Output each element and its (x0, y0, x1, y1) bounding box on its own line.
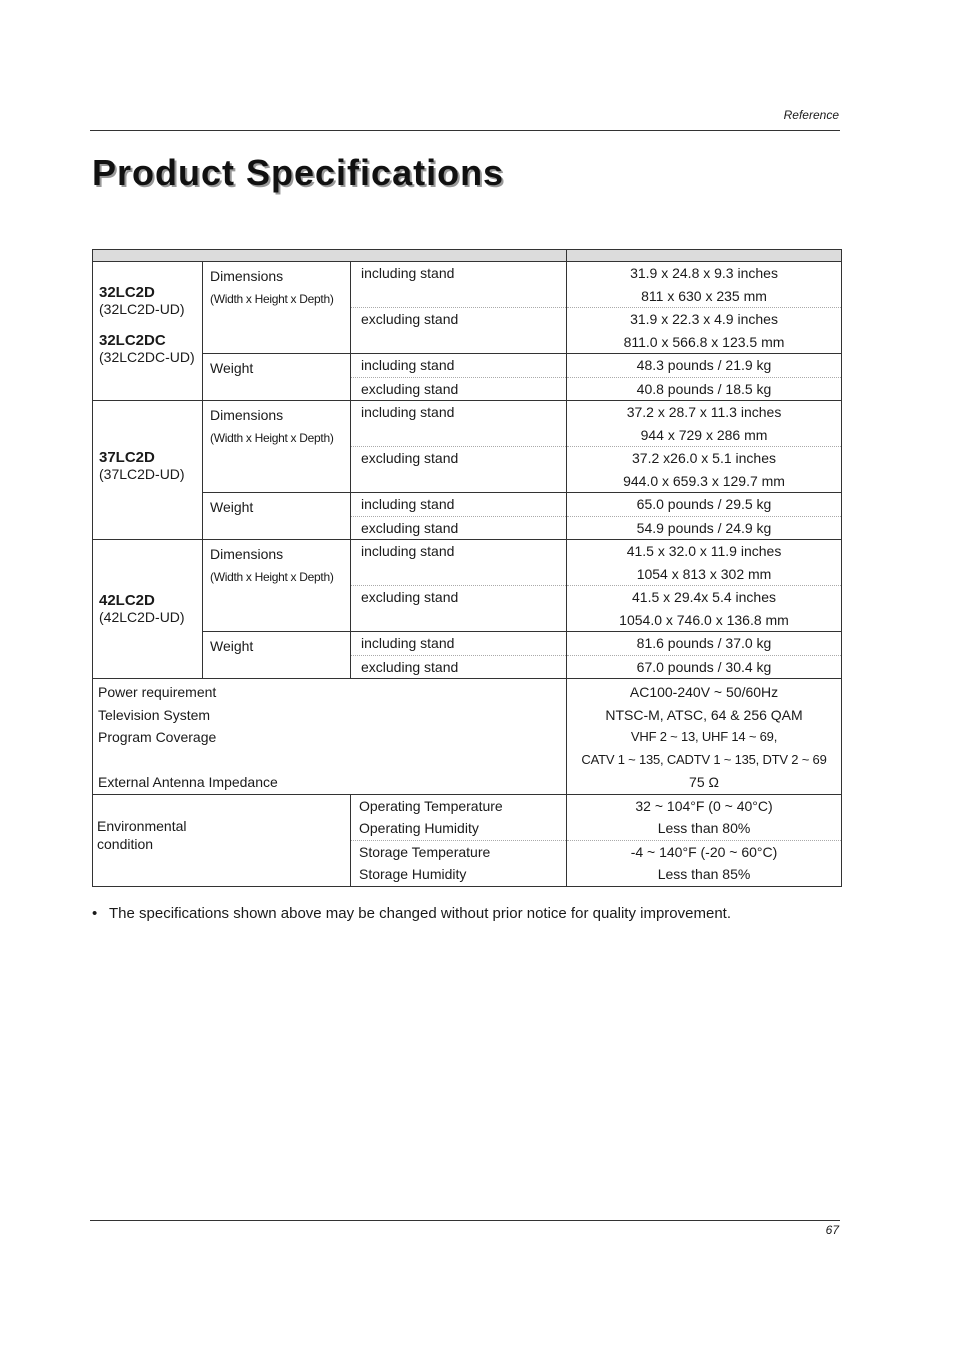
model-cell (93, 401, 203, 540)
table-row (93, 354, 842, 401)
footnote-text: The specifications shown above may be changed without prior notice for quality improvement. (109, 905, 731, 922)
model-name: 32LC2DC (99, 332, 166, 349)
condition-cell (351, 632, 567, 679)
value: 67.0 pounds / 30.4 kg (636, 658, 772, 675)
header-cell (567, 250, 842, 262)
value-cell (567, 354, 842, 401)
attribute-label: Weight (210, 638, 254, 654)
page-title: Product Specifications (92, 152, 505, 193)
bullet-icon: • (92, 905, 98, 922)
condition-label: excluding stand (361, 380, 459, 397)
attribute-cell (203, 493, 351, 540)
environment-value-cell (567, 794, 842, 886)
condition-label: excluding stand (361, 589, 459, 605)
value: 1054.0 x 746.0 x 136.8 mm (619, 611, 789, 628)
model-cell (93, 540, 203, 679)
condition-label: including stand (351, 493, 566, 517)
attribute-cell (203, 354, 351, 401)
attribute-sublabel: (Width x Height x Depth) (210, 291, 334, 306)
condition-label: Operating Temperature (359, 797, 503, 814)
table-row (93, 401, 842, 493)
header-rule (90, 130, 840, 131)
value: Less than 80% (567, 817, 841, 841)
attribute-cell (203, 262, 351, 354)
spec-label: Power requirement (98, 684, 217, 700)
attribute-cell (203, 401, 351, 493)
table-row (93, 540, 842, 632)
condition-cell (351, 401, 567, 493)
value: 32 ~ 104°F (0 ~ 40°C) (635, 797, 773, 814)
spec-value: 75 Ω (689, 774, 719, 790)
general-value-cell (567, 679, 842, 795)
condition-cell (351, 262, 567, 354)
value: 944 x 729 x 286 mm (567, 424, 841, 448)
environment-label: condition (97, 835, 154, 852)
model-code: (37LC2D-UD) (99, 466, 185, 482)
environment-label-cell (93, 794, 351, 886)
model-cell (93, 262, 203, 401)
attribute-cell (203, 632, 351, 679)
spec-label: Television System (98, 706, 211, 723)
value: 944.0 x 659.3 x 129.7 mm (623, 472, 785, 489)
value: 48.3 pounds / 21.9 kg (567, 354, 841, 378)
value: 811.0 x 566.8 x 123.5 mm (623, 333, 785, 350)
spec-value: NTSC-M, ATSC, 64 & 256 QAM (605, 706, 803, 723)
general-label-cell (93, 679, 567, 795)
value: 54.9 pounds / 24.9 kg (636, 519, 772, 536)
value: 31.9 x 22.3 x 4.9 inches (630, 311, 778, 327)
value: 31.9 x 24.8 x 9.3 inches (630, 265, 778, 281)
table-row (93, 493, 842, 540)
condition-cell (351, 540, 567, 632)
condition-label: excluding stand (361, 450, 459, 466)
attribute-label: Dimensions (210, 268, 284, 284)
spec-value: AC100-240V ~ 50/60Hz (629, 684, 779, 700)
value-cell (567, 262, 842, 354)
attribute-label: Weight (210, 360, 254, 376)
value-cell (567, 632, 842, 679)
value-cell (567, 493, 842, 540)
table-row (93, 679, 842, 795)
spec-label: External Antenna Impedance (98, 774, 278, 790)
value: 41.5 x 29.4x 5.4 inches (632, 589, 777, 605)
table-header-row (93, 250, 842, 262)
page-number: 67 (825, 1223, 839, 1237)
environment-label: Environmental (97, 817, 187, 834)
attribute-sublabel: (Width x Height x Depth) (210, 430, 334, 445)
value: 65.0 pounds / 29.5 kg (567, 493, 841, 517)
model-code: (32LC2DC-UD) (99, 349, 195, 365)
environment-condition-cell (351, 794, 567, 886)
condition-label: Storage Temperature (359, 843, 491, 860)
attribute-cell (203, 540, 351, 632)
attribute-label: Dimensions (210, 546, 284, 562)
footnote (92, 905, 731, 922)
value-cell (567, 540, 842, 632)
model-name: 37LC2D (99, 449, 155, 466)
condition-label: including stand (351, 354, 566, 378)
value: Less than 85% (657, 866, 751, 882)
model-code: (42LC2D-UD) (99, 609, 185, 625)
condition-label: including stand (351, 632, 566, 656)
table-row (93, 632, 842, 679)
condition-cell (351, 354, 567, 401)
table-row (93, 262, 842, 354)
section-label: Reference (783, 108, 839, 122)
value: 1054 x 813 x 302 mm (567, 563, 841, 587)
condition-label: Operating Humidity (351, 817, 566, 841)
value-cell (567, 401, 842, 493)
model-name: 42LC2D (99, 592, 155, 609)
attribute-label: Weight (210, 499, 254, 515)
condition-label: Storage Humidity (359, 866, 467, 882)
condition-label: including stand (361, 265, 455, 281)
spec-label: Program Coverage (98, 729, 217, 745)
value: 37.2 x 28.7 x 11.3 inches (626, 404, 782, 420)
header-cell (93, 250, 567, 262)
value: 40.8 pounds / 18.5 kg (636, 380, 772, 397)
spec-value: CATV 1 ~ 135, CADTV 1 ~ 135, DTV 2 ~ 69 (581, 751, 827, 767)
spec-value: VHF 2 ~ 13, UHF 14 ~ 69, (630, 729, 778, 744)
footer-rule (90, 1220, 840, 1221)
table-row (93, 794, 842, 886)
spec-table (92, 249, 842, 887)
condition-label: including stand (361, 404, 455, 420)
value: 811 x 630 x 235 mm (567, 285, 841, 309)
model-code: (32LC2D-UD) (99, 301, 185, 317)
condition-label: excluding stand (361, 311, 459, 327)
value: 41.5 x 32.0 x 11.9 inches (626, 543, 782, 559)
condition-label: excluding stand (361, 519, 459, 536)
condition-cell (351, 493, 567, 540)
attribute-sublabel: (Width x Height x Depth) (210, 569, 334, 584)
model-name: 32LC2D (99, 284, 155, 301)
condition-label: including stand (361, 543, 455, 559)
value: 37.2 x26.0 x 5.1 inches (632, 450, 777, 466)
condition-label: excluding stand (361, 658, 459, 675)
attribute-label: Dimensions (210, 407, 284, 423)
value: -4 ~ 140°F (-20 ~ 60°C) (630, 843, 778, 860)
value: 81.6 pounds / 37.0 kg (567, 632, 841, 656)
